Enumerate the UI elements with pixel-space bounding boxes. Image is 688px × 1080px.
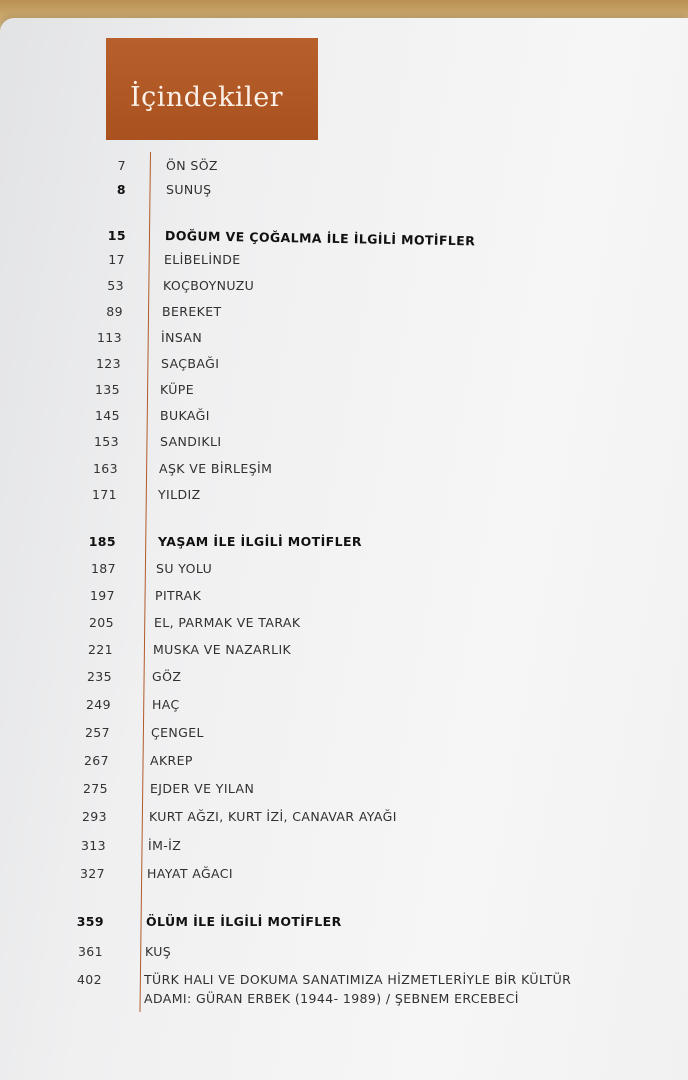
toc-page-number: 15 [107,228,126,243]
toc-title: KÜPE [160,382,195,397]
toc-page-number: 53 [107,278,124,293]
toc-title: ÖLÜM İLE İLGİLİ MOTİFLER [146,914,342,929]
toc-title: PITRAK [155,588,202,603]
toc-page-number: 257 [84,725,110,740]
toc-title: BUKAĞI [160,408,210,423]
toc-page-number: 221 [87,642,113,657]
toc-page-number: 17 [108,252,125,267]
toc-title: AKREP [150,753,193,768]
toc-title: ÖN SÖZ [166,158,218,173]
toc-page-number: 171 [91,487,117,502]
toc-title: SANDIKLI [160,434,222,449]
toc-title: BEREKET [162,304,222,319]
toc-title: AŞK VE BİRLEŞİM [159,461,273,476]
toc-title: GÖZ [152,669,182,684]
toc-title: ÇENGEL [151,725,204,740]
title-banner [106,38,318,140]
toc-page-number: 249 [85,697,111,712]
toc-title: HAÇ [152,697,180,712]
toc-page-number: 359 [76,914,104,929]
toc-title: ELİBELİNDE [164,252,241,267]
toc-title-continuation: ADAMI: GÜRAN ERBEK (1944- 1989) / ŞEBNEM ERCEBECİ [144,991,519,1006]
toc-title: TÜRK HALI VE DOKUMA SANATIMIZA HİZMETLERİYLE BİR KÜLTÜR [144,972,572,987]
toc-title: İNSAN [161,330,203,345]
toc-page-number: 327 [79,866,105,881]
toc-title: İM-İZ [148,838,182,853]
toc-page-number: 293 [81,809,107,824]
toc-title: KURT AĞZI, KURT İZİ, CANAVAR AYAĞI [149,809,397,824]
toc-title: YAŞAM İLE İLGİLİ MOTİFLER [158,534,362,549]
toc-title: SUNUŞ [166,182,212,197]
page-title: İçindekiler [130,82,284,113]
toc-title: KUŞ [145,944,172,959]
toc-title: EL, PARMAK VE TARAK [154,615,301,630]
toc-page-number: 123 [95,356,121,371]
toc-title: DOĞUM VE ÇOĞALMA İLE İLGİLİ MOTİFLER [164,228,476,249]
toc-page-number: 187 [90,561,116,576]
toc-page-number: 402 [76,972,102,987]
toc-page-number: 7 [117,158,126,173]
toc-title: YILDIZ [158,487,201,502]
toc-page-number: 361 [77,944,103,959]
toc-page-number: 235 [86,669,112,684]
toc-page-number: 163 [92,461,118,476]
toc-page-number: 185 [88,534,116,549]
toc-page-number: 113 [96,330,122,345]
toc-title: EJDER VE YILAN [150,781,255,796]
toc-title: SU YOLU [156,561,213,576]
toc-title: MUSKA VE NAZARLIK [153,642,292,657]
toc-page-number: 197 [89,588,115,603]
toc-page-number: 145 [94,408,120,423]
toc-page-number: 153 [93,434,119,449]
toc-page-number: 205 [88,615,114,630]
toc-title: KOÇBOYNUZU [163,278,255,293]
toc-page-number: 275 [82,781,108,796]
toc-page-number: 8 [116,182,126,197]
toc-page-number: 89 [106,304,123,319]
toc-title: HAYAT AĞACI [147,866,233,881]
toc-title: SAÇBAĞI [161,356,220,371]
toc-page-number: 135 [94,382,120,397]
toc-page-number: 267 [83,753,109,768]
toc-page-number: 313 [80,838,106,853]
